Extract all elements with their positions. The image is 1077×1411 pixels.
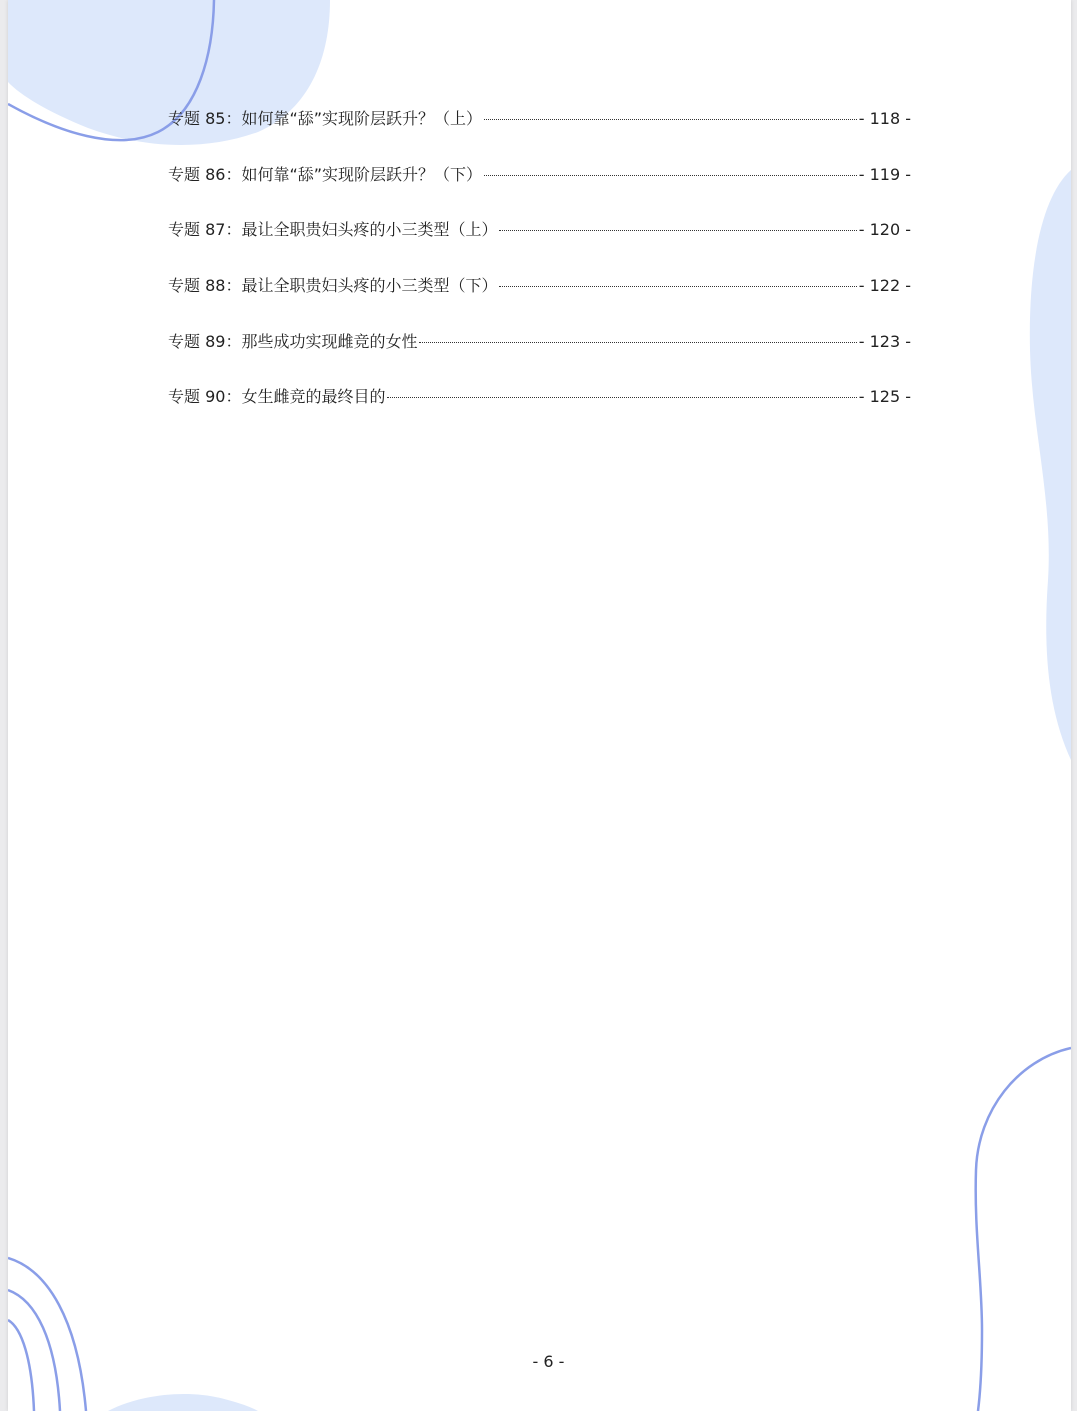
toc-entry-title: 专题 90：女生雌竞的最终目的 — [168, 387, 386, 407]
toc-entry-page: - 118 - — [858, 109, 911, 128]
toc-entry-title: 专题 87：最让全职贵妇头疼的小三类型（上） — [168, 220, 498, 240]
toc-entry-title: 专题 86：如何靠“舔”实现阶层跃升？（下） — [168, 164, 483, 184]
table-of-contents — [168, 106, 911, 440]
toc-leader-dots — [419, 342, 856, 343]
toc-entry-title: 专题 89：那些成功实现雌竞的女性 — [168, 331, 418, 351]
page-number: - 6 - — [532, 1352, 565, 1371]
toc-leader-dots — [484, 119, 857, 120]
right-blob — [1030, 170, 1071, 760]
document-page — [8, 0, 1071, 1411]
toc-entry[interactable] — [168, 273, 911, 329]
toc-entry-page: - 122 - — [858, 276, 911, 296]
toc-entry[interactable] — [168, 217, 911, 273]
toc-leader-dots — [484, 175, 857, 176]
toc-entry-page: - 125 - — [858, 387, 911, 407]
toc-leader-dots — [499, 286, 856, 287]
toc-entry[interactable] — [168, 106, 911, 162]
toc-entry-page: - 123 - — [858, 331, 911, 351]
toc-leader-dots — [499, 230, 856, 231]
toc-entry[interactable] — [168, 329, 911, 385]
bottom-blob — [108, 1394, 258, 1411]
toc-entry-title: 专题 85：如何靠“舔”实现阶层跃升？（上） — [168, 109, 483, 128]
toc-entry-title: 专题 88：最让全职贵妇头疼的小三类型（下） — [168, 276, 498, 296]
toc-leader-dots — [387, 397, 856, 398]
toc-entry-page: - 120 - — [858, 220, 911, 240]
toc-entry[interactable] — [168, 162, 911, 218]
toc-entry[interactable] — [168, 384, 911, 440]
toc-entry-page: - 119 - — [858, 164, 911, 184]
